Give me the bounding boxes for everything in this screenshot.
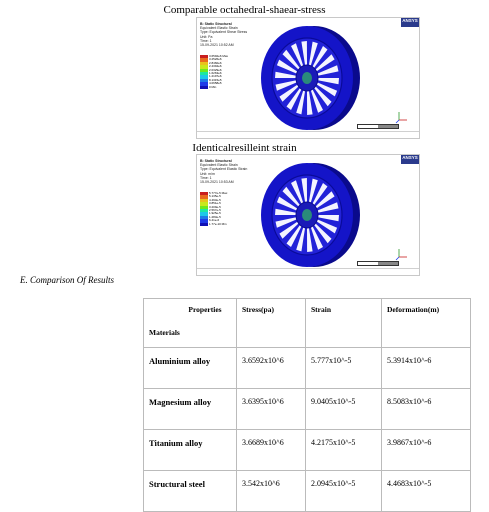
table-header-row (144, 299, 471, 348)
cell-deformation: 3.9867x10^-6 (382, 430, 471, 471)
scale-swatch (200, 86, 208, 89)
hub-center (302, 72, 312, 84)
legend-line: Equivalent Elastic Strain (200, 163, 238, 168)
header-materials: Materials (149, 328, 180, 337)
legend-line: Type: Equivalent Shear Stress (200, 30, 248, 35)
cell-stress: 3.6395x10^6 (237, 389, 306, 430)
header-strain: Strain (306, 299, 382, 348)
scale-value: 3.6592e6 Max (209, 54, 229, 58)
figure-1-scale-values (209, 55, 228, 89)
scale-value: 1.77e-10 Min (209, 221, 227, 226)
section-heading: E. Comparison Of Results (20, 275, 115, 285)
scale-value: 4.0658e5 (209, 81, 222, 86)
scale-value: 8.1315e5 (209, 77, 222, 82)
scale-value: 1.283e-5 (209, 214, 221, 219)
figure-1-title: Comparable octahedral-shaear-stress (163, 4, 326, 16)
cell-stress: 3.542x10^6 (237, 471, 306, 512)
legend-line: Equivalent Elastic Strain (200, 26, 238, 31)
figure-2-image (196, 154, 420, 276)
cell-deformation: 8.5083x10^-6 (382, 389, 471, 430)
scale-value: 3.2526e6 (209, 57, 222, 62)
scale-value: 1.6263e6 (209, 71, 222, 76)
axis-triad-icon (395, 110, 409, 124)
figure-1-image (196, 17, 420, 139)
figure-1-legend (200, 22, 247, 47)
cell-stress: 3.6689x10^6 (237, 430, 306, 471)
cell-material: Aluminium alloy (144, 348, 237, 389)
scale-value: 2.567e-5 (209, 208, 221, 213)
legend-line: Type: Equivalent Elastic Strain (200, 167, 248, 172)
header-deformation: Deformation(m) (382, 299, 471, 348)
figure-2-scale-values (209, 192, 227, 226)
header-properties: Properties (188, 305, 222, 314)
figure-1-color-scale (200, 55, 208, 89)
axis-triad-icon (395, 247, 409, 261)
scale-value: 2.8460e6 (209, 60, 222, 65)
scale-value: 4.493e-5 (209, 197, 221, 202)
cell-stress: 3.6592x10^6 (237, 348, 306, 389)
viewer-footer (197, 131, 419, 138)
scale-value: 2.0329e6 (209, 67, 222, 72)
scale-bar (357, 124, 399, 129)
scale-value: 1.925e-5 (209, 211, 221, 216)
scale-swatch (200, 223, 208, 226)
scale-value: 5.135e-5 (209, 194, 221, 199)
cell-strain: 9.0405x10^-5 (306, 389, 382, 430)
legend-line: B: Static Structural (200, 22, 232, 26)
figure-2-title: Identicalresilleint strain (192, 142, 297, 154)
ansys-logo: ANSYS (401, 155, 419, 164)
scale-value: 6.41e-6 (209, 218, 220, 223)
viewer-footer (197, 268, 419, 275)
cell-strain: 2.0945x10^-5 (306, 471, 382, 512)
wheel-strain-render (252, 160, 362, 270)
scale-value: 3.209e-5 (209, 204, 221, 209)
figure-2-color-scale (200, 192, 208, 226)
legend-line: B: Static Structural (200, 159, 232, 163)
hub-center (302, 209, 312, 221)
cell-material: Titanium alloy (144, 430, 237, 471)
legend-line: Time: 1 (200, 175, 212, 180)
ansys-logo: ANSYS (401, 18, 419, 27)
wheel-stress-render (252, 23, 362, 133)
legend-line: Unit: Pa (200, 34, 213, 39)
table-row (144, 471, 471, 512)
scale-value: 1.2197e6 (209, 74, 222, 79)
cell-strain: 4.2175x10^-5 (306, 430, 382, 471)
legend-line: 15-09-2021 10:52 AM (200, 43, 234, 48)
cell-deformation: 5.3914x10^-6 (382, 348, 471, 389)
header-stress: Stress(pa) (237, 299, 306, 348)
legend-line: Unit: m/m (200, 171, 215, 176)
cell-material: Structural steel (144, 471, 237, 512)
header-properties-materials (144, 299, 237, 348)
scale-value: 0 Min (209, 84, 217, 89)
legend-line: Time: 1 (200, 38, 212, 43)
comparison-table (143, 298, 471, 512)
table-row (144, 430, 471, 471)
scale-value: 2.4394e6 (209, 64, 222, 69)
scale-bar (357, 261, 399, 266)
legend-line: 15-09-2021 10:53 AM (200, 180, 234, 185)
scale-value: 5.777e-5 Max (209, 191, 228, 195)
cell-material: Magnesium alloy (144, 389, 237, 430)
figure-2-legend (200, 159, 247, 184)
table-row (144, 389, 471, 430)
table-row (144, 348, 471, 389)
cell-deformation: 4.4683x10^-5 (382, 471, 471, 512)
scale-value: 3.851e-5 (209, 201, 221, 206)
cell-strain: 5.777x10^-5 (306, 348, 382, 389)
